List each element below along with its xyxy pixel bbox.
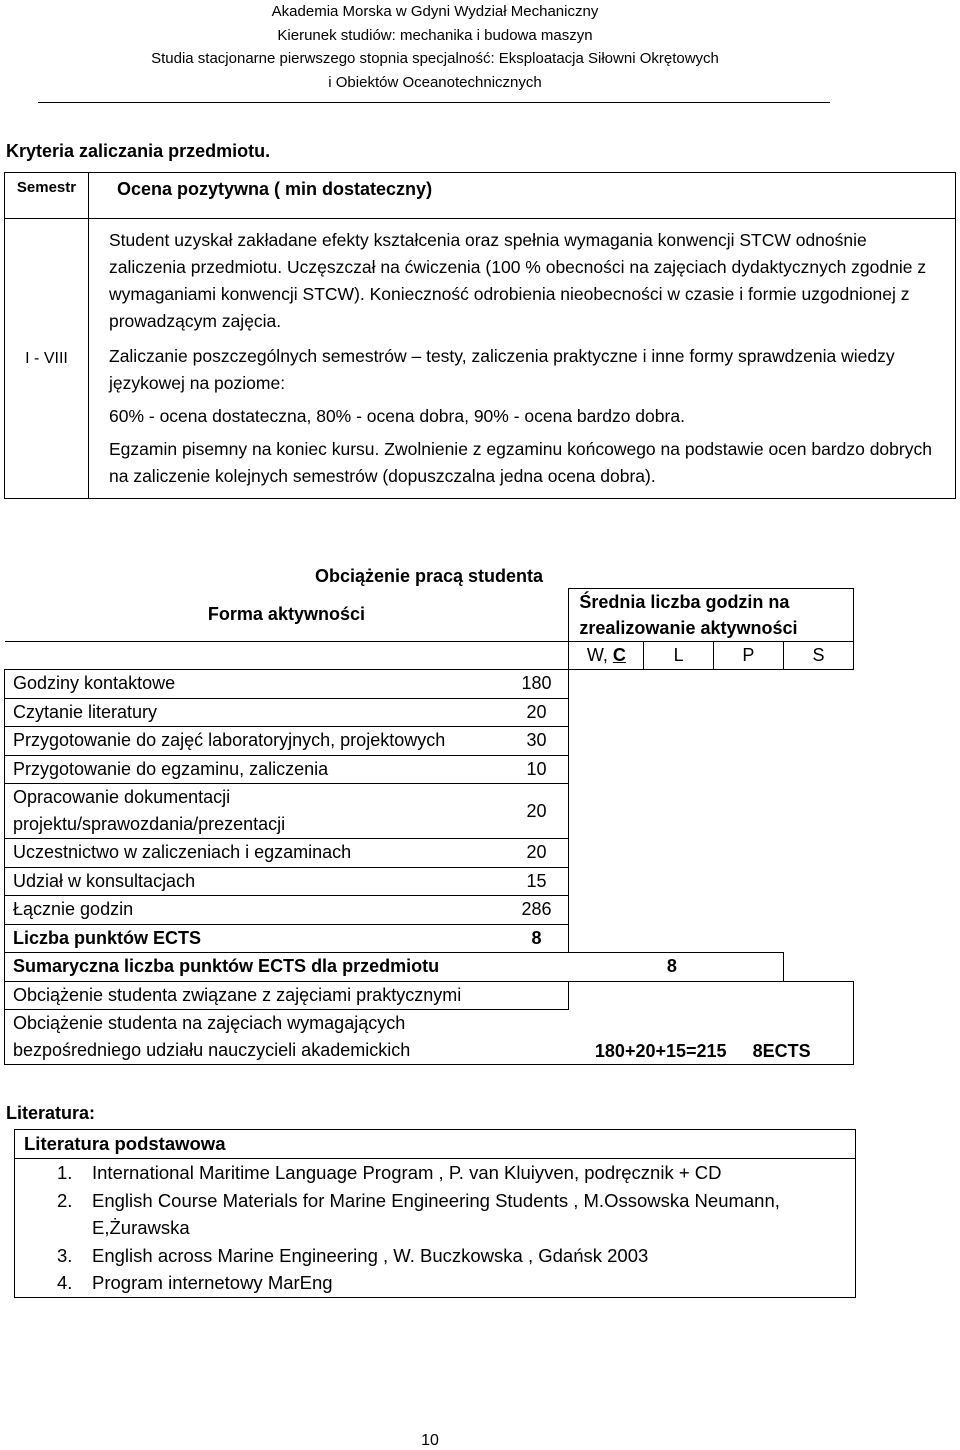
header-line-1: Akademia Morska w Gdyni Wydział Mechaniczny xyxy=(271,3,599,20)
literature-item-text: English Course Materials for Marine Engineering Students , M.Ossowska Neumann, E,Żurawska xyxy=(92,1189,780,1238)
empty-cell xyxy=(505,1010,569,1065)
total-ects-label: Sumaryczna liczba punktów ECTS dla przedmiotu xyxy=(5,953,505,982)
literature-item-number: 3. xyxy=(57,1244,73,1266)
activity-label: Przygotowanie do egzaminu, zaliczenia xyxy=(5,755,505,784)
activity-hours: 20 xyxy=(505,784,569,839)
direct-contact-label: Obciążenie studenta na zajęciach wymagających bezpośredniego udziału nauczycieli akademickich xyxy=(5,1010,505,1065)
criteria-paragraph: Egzamin pisemny na koniec kursu. Zwolnienie z egzaminu końcowego na podstawie ocen bardzo dobrych na zaliczenie kolejnych semestrów (dopuszczalna jedna ocena dobra). xyxy=(109,439,932,486)
workload-row xyxy=(5,839,854,868)
workload-row xyxy=(5,698,854,727)
semester-column-header: Semestr xyxy=(5,173,89,219)
practical-workload-row xyxy=(5,981,854,1010)
activity-hours: 20 xyxy=(505,839,569,868)
total-ects-row xyxy=(5,953,854,982)
activity-hours: 10 xyxy=(505,755,569,784)
activity-hours: 15 xyxy=(505,867,569,896)
literature-item xyxy=(15,1269,855,1297)
document-header xyxy=(40,0,830,94)
avg-hours-header-line: zrealizowanie aktywności xyxy=(579,618,798,638)
activity-hours: 30 xyxy=(505,727,569,756)
workload-row xyxy=(5,784,854,839)
activity-label: Uczestnictwo w zaliczeniach i egzaminach xyxy=(5,839,505,868)
empty-cell xyxy=(505,981,569,1010)
workload-row xyxy=(5,670,854,699)
empty-cell xyxy=(505,953,569,982)
activity-hours: 180 xyxy=(505,670,569,699)
header-line-3: Studia stacjonarne pierwszego stopnia specjalność: Eksploatacja Siłowni Okrętowych xyxy=(151,50,719,67)
criteria-row xyxy=(5,219,956,499)
page-number: 10 xyxy=(421,1432,439,1449)
direct-contact-ects: 8ECTS xyxy=(752,1041,811,1061)
practical-workload-label: Obciążenie studenta związane z zajęciami praktycznymi xyxy=(5,981,505,1010)
empty-cell xyxy=(569,981,854,1010)
empty-cell xyxy=(569,755,854,784)
literature-item xyxy=(15,1187,855,1242)
criteria-paragraph: 60% - ocena dostateczna, 80% - ocena dobra, 90% - ocena bardzo dobra. xyxy=(109,406,685,426)
criteria-table xyxy=(4,172,956,499)
workload-row xyxy=(5,924,854,953)
literature-item xyxy=(15,1159,855,1187)
avg-hours-header xyxy=(569,589,854,642)
activity-label: Czytanie literatury xyxy=(5,698,505,727)
activity-label: Opracowanie dokumentacji projektu/sprawozdania/prezentacji xyxy=(5,784,505,839)
direct-contact-row xyxy=(5,1010,854,1065)
literature-item-number: 2. xyxy=(57,1189,73,1211)
grade-column-header: Ocena pozytywna ( min dostateczny) xyxy=(89,173,956,219)
total-ects-value: 8 xyxy=(569,953,784,982)
workload-row xyxy=(5,867,854,896)
class-type-w-c xyxy=(569,642,644,670)
direct-contact-hours: 180+20+15=215 xyxy=(594,1041,727,1061)
empty-cell xyxy=(783,953,853,982)
literature-item-number: 4. xyxy=(57,1272,73,1293)
activity-hours: 286 xyxy=(505,896,569,925)
activity-label: Udział w konsultacjach xyxy=(5,867,505,896)
literature-list xyxy=(15,1159,855,1297)
empty-cell xyxy=(5,642,569,670)
class-type-p: P xyxy=(713,642,783,670)
literature-item-text: Program internetowy MarEng xyxy=(92,1272,333,1293)
workload-subheader-row xyxy=(5,642,854,670)
workload-row xyxy=(5,896,854,925)
workload-table xyxy=(4,588,854,1065)
class-type-s: S xyxy=(783,642,853,670)
activity-hours: 20 xyxy=(505,698,569,727)
literature-title: Literatura: xyxy=(6,1103,96,1123)
workload-header-row xyxy=(5,589,854,642)
criteria-description xyxy=(89,219,956,499)
empty-cell xyxy=(569,727,854,756)
criteria-paragraph: Student uzyskał zakładane efekty kształcenia oraz spełnia wymagania konwencji STCW odnośnie zaliczenia przedmiotu. Uczęszczał na ćwiczenia (100 % obecności na zajęciach dydaktycznych zgodnie z wymaganiami konwencji STCW). Konieczność odrobienia nieobecności w czasie i formie uzgodnionej z prowadzącym zajęcia. xyxy=(109,230,927,331)
criteria-paragraph: Zaliczanie poszczególnych semestrów – testy, zaliczenia praktyczne i inne formy sprawdzenia wiedzy językowej na poziome: xyxy=(109,346,895,393)
semester-range: I - VIII xyxy=(5,219,89,499)
header-line-4: i Obiektów Oceanotechnicznych xyxy=(328,73,542,91)
empty-cell xyxy=(569,784,854,839)
basic-literature-heading: Literatura podstawowa xyxy=(15,1130,855,1159)
class-type-l: L xyxy=(644,642,714,670)
criteria-title: Kryteria zaliczania przedmiotu. xyxy=(6,141,271,161)
activity-label: Przygotowanie do zajęć laboratoryjnych, projektowych xyxy=(5,727,505,756)
header-divider xyxy=(38,102,830,103)
criteria-header-row xyxy=(5,173,956,219)
workload-row xyxy=(5,755,854,784)
literature-item-text: International Maritime Language Program , P. van Kluiyven, podręcznik + CD xyxy=(92,1162,722,1183)
activity-label: Godziny kontaktowe xyxy=(5,670,505,699)
literature-item-text: English across Marine Engineering , W. Buczkowska , Gdańsk 2003 xyxy=(92,1244,649,1266)
direct-contact-values xyxy=(569,1010,854,1065)
empty-cell xyxy=(569,670,854,699)
avg-hours-header-line: Średnia liczba godzin na xyxy=(579,592,790,612)
activity-label: Łącznie godzin xyxy=(5,896,505,925)
literature-item-number: 1. xyxy=(57,1162,73,1183)
workload-title: Obciążenie pracą studenta xyxy=(314,566,544,586)
literature-box xyxy=(14,1129,856,1298)
empty-cell xyxy=(569,698,854,727)
activity-form-header: Forma aktywności xyxy=(5,589,569,642)
class-type-c: C xyxy=(612,645,626,665)
empty-cell xyxy=(569,924,854,953)
literature-item xyxy=(15,1242,855,1270)
class-type-w: W, xyxy=(586,645,613,665)
activity-hours: 8 xyxy=(505,924,569,953)
activity-label: Liczba punktów ECTS xyxy=(5,924,505,953)
empty-cell xyxy=(569,896,854,925)
empty-cell xyxy=(569,839,854,868)
header-line-2: Kierunek studiów: mechanika i budowa maszyn xyxy=(277,26,593,44)
workload-row xyxy=(5,727,854,756)
empty-cell xyxy=(569,867,854,896)
